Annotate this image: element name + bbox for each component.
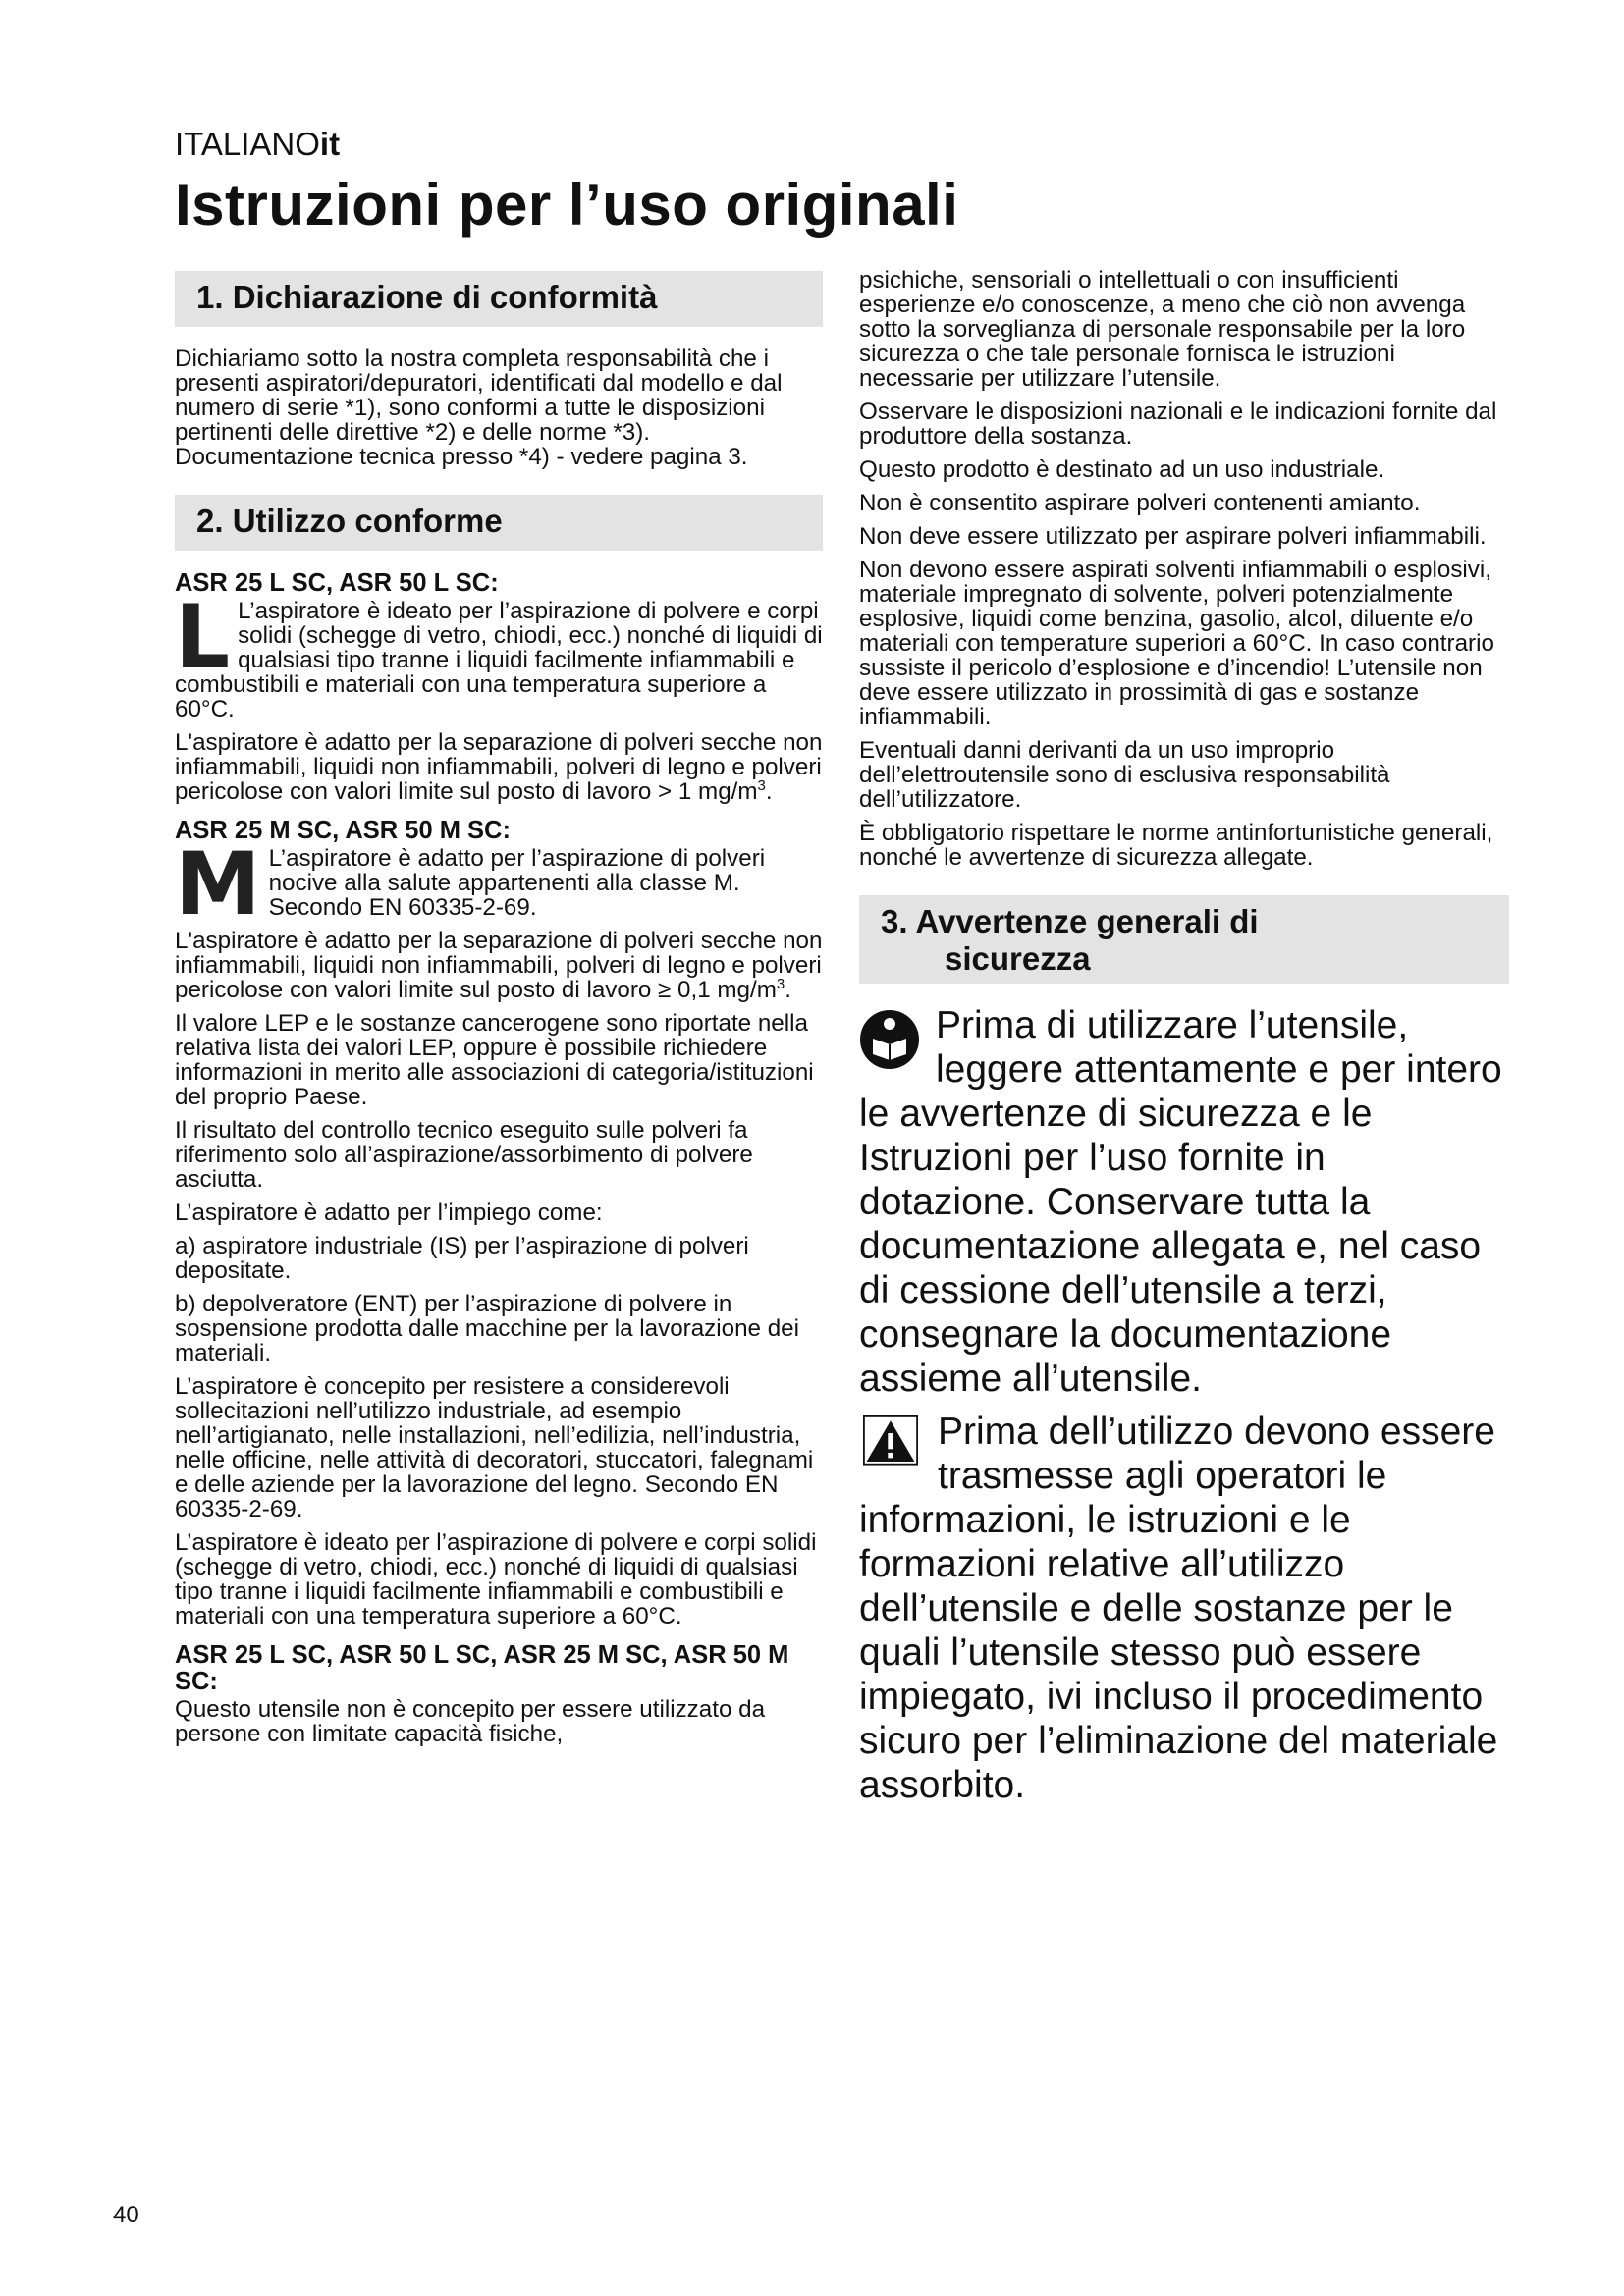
paragraph-b: b) depolveratore (ENT) per l’aspirazione di polvere in sospensione prodotta dalle macchine per la lavorazione dei materiali.	[175, 1291, 799, 1366]
paragraph-m-1: L’aspiratore è adatto per l’aspirazione di polveri nocive alla salute appartenenti alla classe M. Secondo EN 60335-2-69.	[268, 845, 766, 921]
paragraph-national: Osservare le disposizioni nazionali e le indicazioni fornite dal produttore della sostanza.	[859, 399, 1497, 450]
paragraph-use: L’aspiratore è adatto per l’impiego come:	[175, 1200, 603, 1226]
language-label: ITALIANOit	[175, 126, 341, 162]
page-number: 40	[113, 2202, 139, 2228]
left-column	[175, 271, 823, 1755]
dropcap-l: L	[175, 586, 231, 687]
dropcap-paragraph-m	[175, 833, 823, 934]
subheading-m-class: ASR 25 M SC, ASR 50 M SC:	[175, 817, 511, 844]
section-1-heading: 1. Dichiarazione di conformità	[175, 271, 823, 327]
section-3-heading: 3. Avvertenze generali di sicurezza	[859, 895, 1509, 984]
section-2-heading: 2. Utilizzo conforme	[175, 495, 823, 551]
read-manual-icon	[859, 1009, 920, 1070]
paragraph-solvents: Non devono essere aspirati solventi infiammabili o esplosivi, materiale impregnato di solvente, polveri potenzialmente esplosive, liquidi come benzina, gasolio, alcol, diluente e/o materiali con temperature superiori a 60°C. In caso contrario sussiste il pericolo d’esplosione e d’incendio! L’utensile non deve essere utilizzato in prossimità di gas e sostanze infiammabili.	[859, 557, 1494, 730]
paragraph-m-2: L'aspiratore è adatto per la separazione di polveri secche non infiammabili, liquidi non infiammabili, polveri di legno e polveri pericolose con valori limite sul posto di lavoro ≥ 0,1 $mg/m^3$.	[175, 928, 823, 1003]
dropcap-paragraph-l	[175, 586, 823, 722]
paragraph-persons-start: Questo utensile non è concepito per essere utilizzato da persone con limitate capacità fisiche,	[175, 1696, 766, 1747]
declaration-text: Dichiariamo sotto la nostra completa responsabilità che i presenti aspiratori/depuratori, identificati dal modello e dal numero di serie *1), sono conformi a tutte le disposizioni pertinenti delle direttive *2) e delle norme *3). Documentazione tecnica presso *4) - vedere pagina 3.	[175, 346, 783, 470]
paragraph-flammable: Non deve essere utilizzato per aspirare polveri infiammabili.	[859, 523, 1487, 550]
paragraph-rules: È obbligatorio rispettare le norme antinfortunistiche generali, nonché le avvertenze di sicurezza allegate.	[859, 820, 1493, 871]
paragraph-test: Il risultato del controllo tecnico eseguito sulle polveri fa riferimento solo all’aspirazione/assorbimento di polvere asciutta.	[175, 1117, 753, 1193]
paragraph-industrial: Questo prodotto è destinato ad un uso industriale.	[859, 456, 1385, 483]
subheading-l-class: ASR 25 L SC, ASR 50 L SC:	[175, 569, 499, 597]
paragraph-lep: Il valore LEP e le sostanze cancerogene sono riportate nella relativa lista dei valori LEP, oppure è possibile richiedere informazioni in merito alle associazioni di categoria/istituzioni del proprio Paese.	[175, 1010, 814, 1110]
paragraph-asbestos: Non è consentito aspirare polveri contenenti amianto.	[859, 490, 1421, 516]
paragraph-ideato: L’aspiratore è ideato per l’aspirazione di polvere e corpi solidi (schegge di vetro, chiodi, ecc.) nonché di liquidi di qualsiasi tipo tranne i liquidi facilmente infiammabili e combustibili e materiali con una temperatura superiore a 60°C.	[175, 1529, 817, 1629]
paragraph-a: a) aspiratore industriale (IS) per l’aspirazione di polveri depositate.	[175, 1233, 749, 1284]
right-column	[859, 268, 1509, 1816]
warning-icon	[859, 1415, 922, 1470]
paragraph-damage: Eventuali danni derivanti da un uso improprio dell’elettroutensile sono di esclusiva responsabilità dell’utilizzatore.	[859, 737, 1390, 813]
subheading-all-models: ASR 25 L SC, ASR 50 L SC, ASR 25 M SC, ASR 50 M SC:	[175, 1641, 789, 1695]
paragraph-stress: L’aspiratore è concepito per resistere a considerevoli sollecitazioni nell’utilizzo industriale, ad esempio nell’artigianato, nelle installazioni, nell’edilizia, nell’industria, nelle officine, nelle attività di decoratori, stuccatori, falegnami e delle aziende per la lavorazione del legno. Secondo EN 60335-2-69.	[175, 1373, 814, 1522]
safety-read-instructions: Prima di utilizzare l’utensile, leggere attentamente e per intero le avvertenze di sicurezza e le Istruzioni per l’uso fornite in dotazione. Conservare tutta la documentazione allegata e, nel caso di cessione dell’utensile a terzi, consegnare la documentazione assieme all’utensile.	[859, 1004, 1502, 1400]
dropcap-m: M	[175, 833, 261, 934]
page-title: Istruzioni per l’uso originali	[175, 172, 959, 238]
paragraph-l-2: L'aspiratore è adatto per la separazione di polveri secche non infiammabili, liquidi non infiammabili, polveri di legno e polveri pericolose con valori limite sul posto di lavoro > 1 $mg/m^3$.	[175, 729, 823, 805]
paragraph-persons-cont: psichiche, sensoriali o intellettuali o con insufficienti esperienze e/o conoscenze, a meno che ciò non avvenga sotto la sorveglianza di personale responsabile per la loro sicurezza o che tale personale fornisca le istruzioni necessarie per utilizzare l’utensile.	[859, 267, 1466, 392]
paragraph-l-1: L’aspiratore è ideato per l’aspirazione di polvere e corpi solidi (schegge di vetro, chiodi, ecc.) nonché di liquidi di qualsiasi tipo tranne i liquidi facilmente infiammabili e combustibili e materiali con una temperatura superiore a 60°C.	[175, 598, 823, 722]
safety-operator-training: Prima dell’utilizzo devono essere trasmesse agli operatori le informazioni, le istruzioni e le formazioni relative all’utilizzo dell’utensile e delle sostanze per le quali l’utensile stesso può essere impiegato, ivi incluso il procedimento sicuro per l’eliminazione del materiale assorbito.	[859, 1411, 1498, 1806]
